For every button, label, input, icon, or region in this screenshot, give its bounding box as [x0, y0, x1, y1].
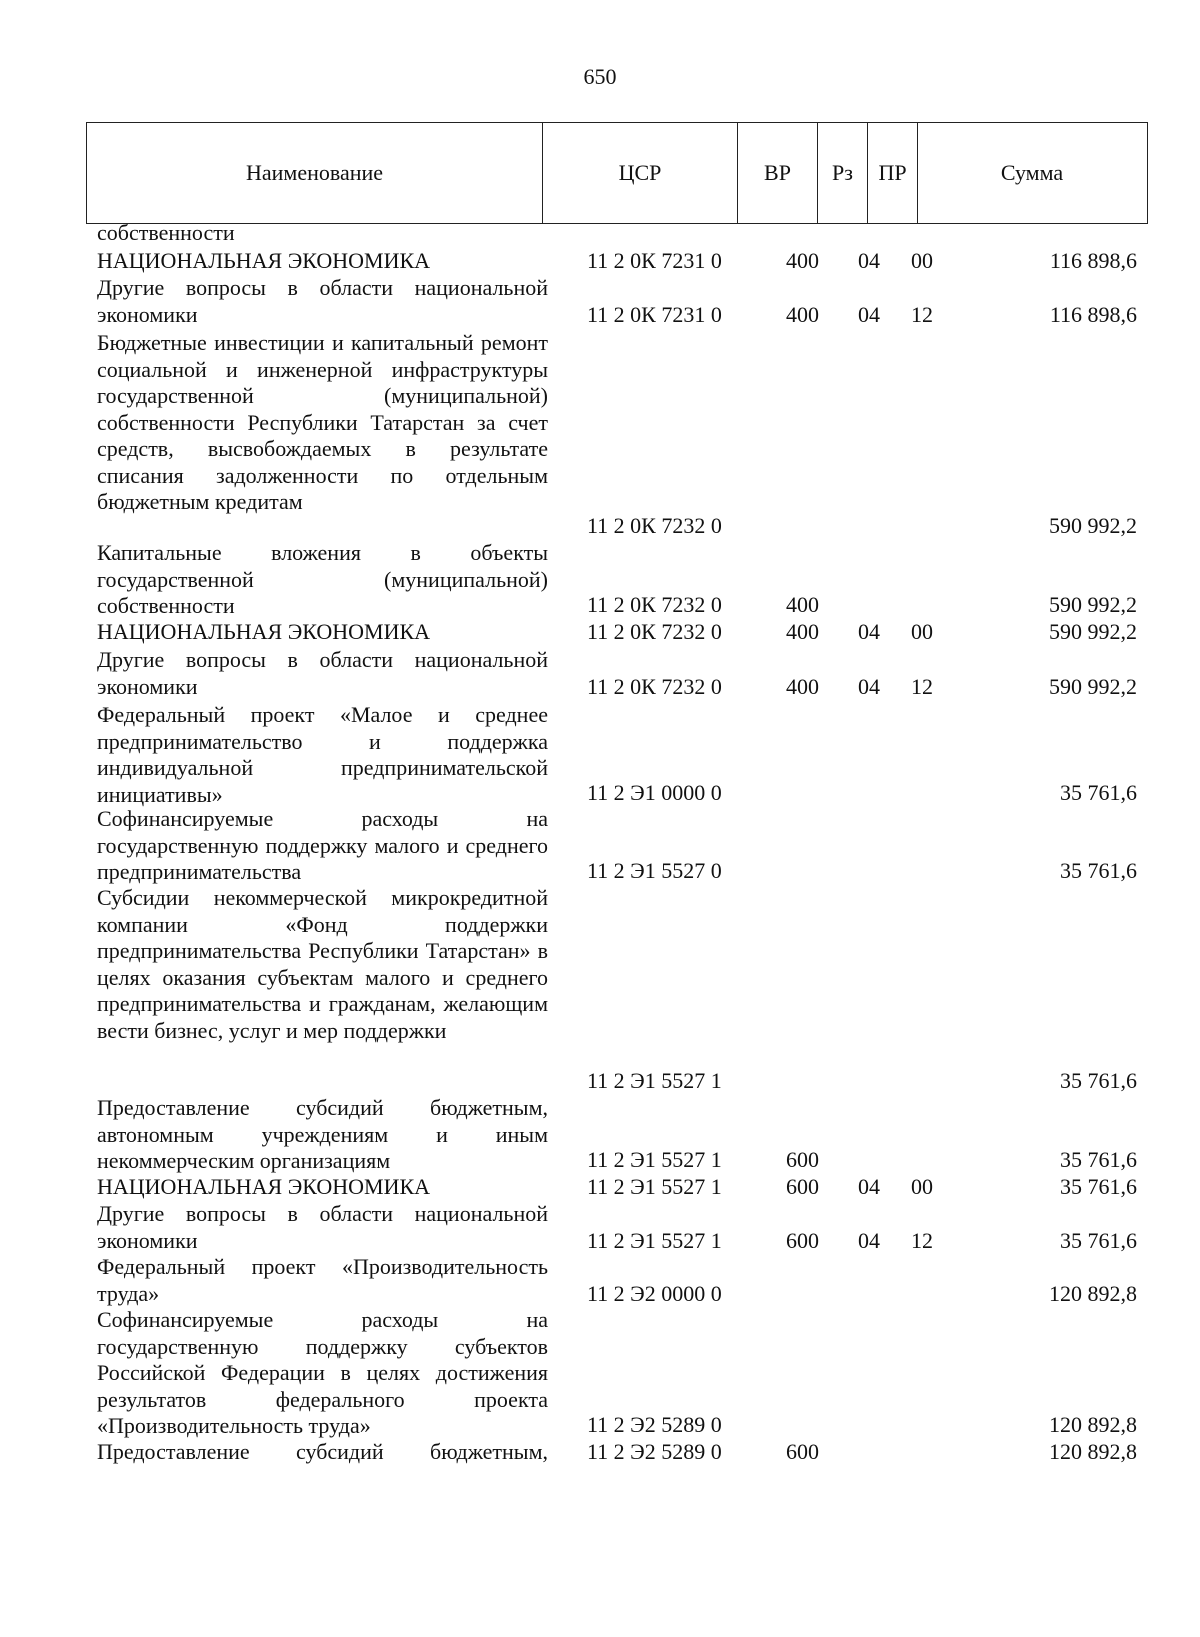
- row-csr: 11 2 Э2 5289 0: [587, 1439, 722, 1464]
- row-csr: 11 2 Э2 0000 0: [587, 1280, 722, 1306]
- row-csr: 11 2 0К 7232 0: [587, 619, 722, 644]
- row-pr: 12: [911, 673, 933, 699]
- row-sum: 590 992,2: [1049, 619, 1137, 644]
- row-pr: 00: [911, 248, 933, 273]
- row-name: Другие вопросы в области национальной экономики: [97, 1201, 548, 1253]
- row-rz: 04: [858, 619, 880, 644]
- row-csr: 11 2 Э1 5527 1: [587, 1068, 722, 1093]
- row-vr: 400: [786, 592, 819, 617]
- row-name: Предоставление субсидий бюджетным,: [97, 1439, 548, 1464]
- row-sum: 35 761,6: [1060, 1227, 1137, 1253]
- row-sum: 35 761,6: [1060, 780, 1137, 805]
- row-vr: 400: [786, 619, 819, 644]
- row-name: Федеральный проект «Производительность труда»: [97, 1254, 548, 1306]
- row-pr: 00: [911, 619, 933, 644]
- row-pr: 12: [911, 1227, 933, 1253]
- row-name: Софинансируемые расходы на государственную поддержку малого и среднего предпринимательства: [97, 806, 548, 884]
- row-sum: 116 898,6: [1049, 301, 1137, 327]
- row-sum: 120 892,8: [1049, 1280, 1137, 1306]
- column-header-csr: ЦСР: [542, 123, 737, 223]
- row-pr: 00: [911, 1174, 933, 1199]
- row-rz: 04: [858, 301, 880, 327]
- row-sum: 590 992,2: [1049, 592, 1137, 617]
- row-name: Другие вопросы в области национальной экономики: [97, 647, 548, 699]
- row-csr: 11 2 Э1 0000 0: [587, 780, 722, 805]
- table-header: [86, 122, 1148, 224]
- row-csr: 11 2 0К 7232 0: [587, 592, 722, 617]
- row-csr: 11 2 0К 7231 0: [587, 248, 722, 273]
- row-sum: 590 992,2: [1049, 673, 1137, 699]
- row-vr: 600: [786, 1227, 819, 1253]
- row-vr: 400: [786, 248, 819, 273]
- row-name: собственности: [97, 220, 235, 245]
- row-sum: 120 892,8: [1049, 1412, 1137, 1437]
- row-sum: 35 761,6: [1060, 858, 1137, 883]
- row-name: Капитальные вложения в объекты государственной (муниципальной) собственности: [97, 540, 548, 618]
- row-vr: 600: [786, 1439, 819, 1464]
- row-sum: 35 761,6: [1060, 1068, 1137, 1093]
- row-vr: 400: [786, 301, 819, 327]
- row-csr: 11 2 0К 7232 0: [587, 673, 722, 699]
- column-header-vr: ВР: [737, 123, 817, 223]
- row-sum: 35 761,6: [1060, 1147, 1137, 1172]
- column-header-pr: ПР: [867, 123, 917, 223]
- row-sum: 590 992,2: [1049, 513, 1137, 538]
- column-header-rz: Рз: [817, 123, 867, 223]
- column-header-sum: Сумма: [917, 123, 1146, 223]
- row-name: Субсидии некоммерческой микрокредитной компании «Фонд поддержки предпринимательства Республики Татарстан» в целях оказания субъектам малого и среднего предпринимательства и гражданам, желающим вести бизнес, услуг и мер поддержки: [97, 885, 548, 1043]
- row-csr: 11 2 Э2 5289 0: [587, 1412, 722, 1437]
- row-vr: 600: [786, 1147, 819, 1172]
- row-pr: 12: [911, 301, 933, 327]
- row-sum: 116 898,6: [1049, 248, 1137, 273]
- row-csr: 11 2 0К 7231 0: [587, 301, 722, 327]
- row-csr: 11 2 Э1 5527 0: [587, 858, 722, 883]
- row-csr: 11 2 Э1 5527 1: [587, 1147, 722, 1172]
- row-csr: 11 2 0К 7232 0: [587, 513, 722, 538]
- row-name: НАЦИОНАЛЬНАЯ ЭКОНОМИКА: [97, 619, 431, 644]
- row-name: Федеральный проект «Малое и среднее предпринимательство и поддержка индивидуальной предпринимательской инициативы»: [97, 702, 548, 807]
- row-vr: 400: [786, 673, 819, 699]
- row-sum: 120 892,8: [1049, 1439, 1137, 1464]
- row-name: Другие вопросы в области национальной экономики: [97, 275, 548, 327]
- column-header-name: Наименование: [245, 160, 384, 185]
- row-rz: 04: [858, 248, 880, 273]
- row-name: НАЦИОНАЛЬНАЯ ЭКОНОМИКА: [97, 248, 431, 273]
- row-csr: 11 2 Э1 5527 1: [587, 1174, 722, 1199]
- row-name: Софинансируемые расходы на государственную поддержку субъектов Российской Федерации в целях достижения результатов федерального проекта «Производительность труда»: [97, 1307, 548, 1438]
- row-name: Бюджетные инвестиции и капитальный ремонт социальной и инженерной инфраструктуры государственной (муниципальной) собственности Республики Татарстан за счет средств, высвобождаемых в результате списания задолженности по отдельным бюджетным кредитам: [97, 330, 548, 514]
- row-name: Предоставление субсидий бюджетным, автономным учреждениям и иным некоммерческим организациям: [97, 1095, 548, 1173]
- row-sum: 35 761,6: [1060, 1174, 1137, 1199]
- row-rz: 04: [858, 673, 880, 699]
- row-vr: 600: [786, 1174, 819, 1199]
- row-rz: 04: [858, 1174, 880, 1199]
- page-number: 650: [583, 64, 617, 89]
- row-csr: 11 2 Э1 5527 1: [587, 1227, 722, 1253]
- row-rz: 04: [858, 1227, 880, 1253]
- row-name: НАЦИОНАЛЬНАЯ ЭКОНОМИКА: [97, 1174, 431, 1199]
